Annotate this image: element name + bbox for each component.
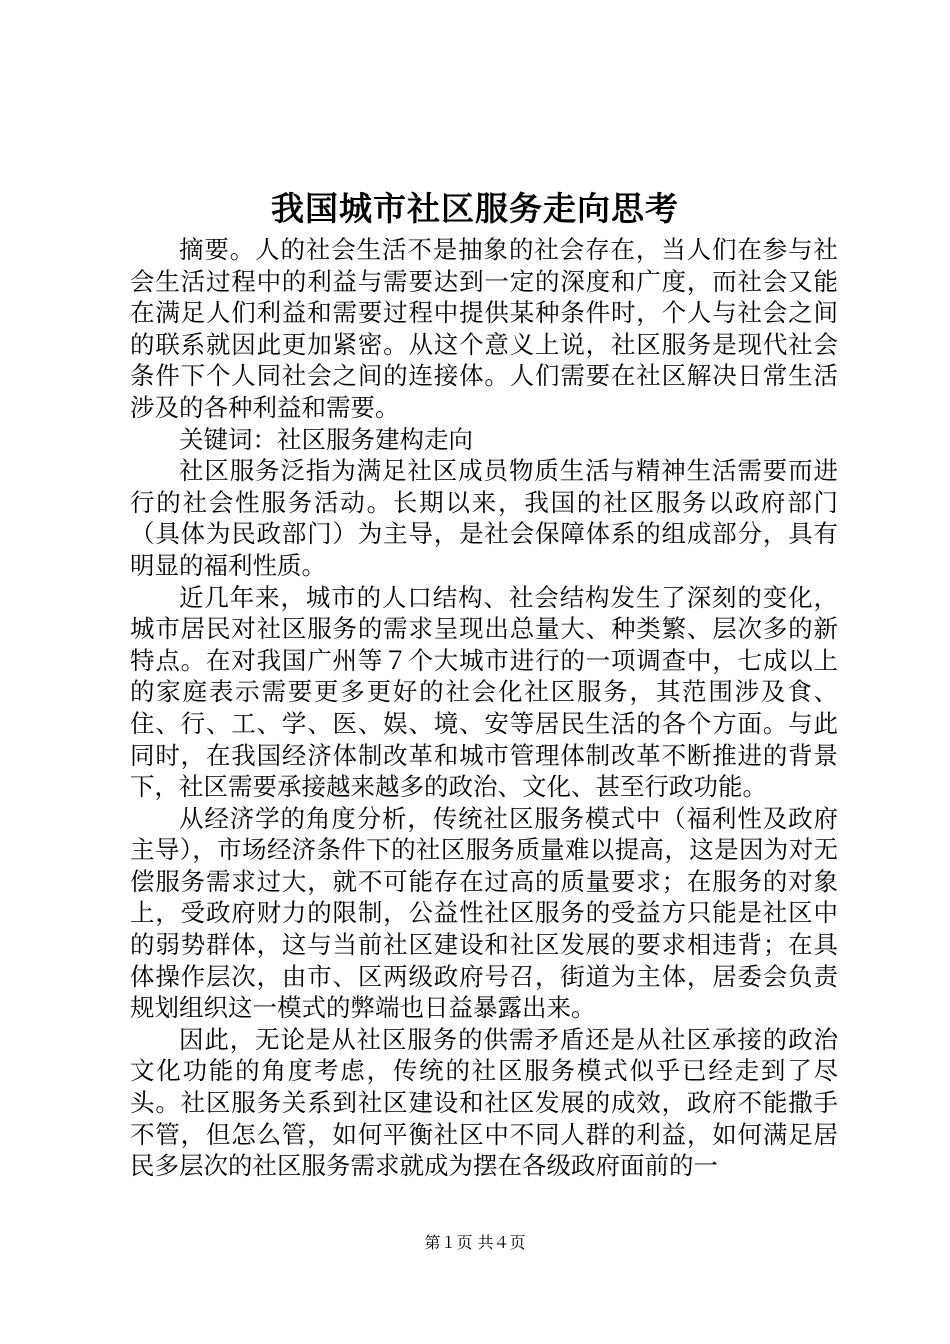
paragraph-economic-analysis: 从经济学的角度分析，传统社区服务模式中（福利性及政府主导），市场经济条件下的社区服务质量难以提高，这是因为对无偿服务需求过大，就不可能存在过高的质量要求；在服务的对象上，受政府财力的限制，公益性社区服务的受益方只能是社区中的弱势群体，这与当前社区建设和社区发展的要求相违背；在具体操作层次，由市、区两级政府号召，街道为主体，居委会负责规划组织这一模式的弊端也日益暴露出来。 bbox=[130, 803, 838, 1023]
document-body bbox=[130, 234, 838, 1182]
paragraph-conclusion: 因此，无论是从社区服务的供需矛盾还是从社区承接的政治文化功能的角度考虑，传统的社区服务模式似乎已经走到了尽头。社区服务关系到社区建设和社区发展的成效，政府不能撒手不管，但怎么管，如何平衡社区中不同人群的利益，如何满足居民多层次的社区服务需求就成为摆在各级政府面前的一 bbox=[130, 1024, 838, 1181]
document-title: 我国城市社区服务走向思考 bbox=[271, 189, 679, 228]
paragraph-recent-changes: 近几年来，城市的人口结构、社会结构发生了深刻的变化，城市居民对社区服务的需求呈现出总量大、种类繁、层次多的新特点。在对我国广州等７个大城市进行的一项调查中，七成以上的家庭表示需要更多更好的社会化社区服务，其范围涉及食、住、行、工、学、医、娱、境、安等居民生活的各个方面。与此同时，在我国经济体制改革和城市管理体制改革不断推进的背景下，社区需要承接越来越多的政治、文化、甚至行政功能。 bbox=[130, 582, 838, 802]
paragraph-abstract: 摘要。人的社会生活不是抽象的社会存在，当人们在参与社会生活过程中的利益与需要达到一定的深度和广度，而社会又能在满足人们利益和需要过程中提供某种条件时，个人与社会之间的联系就因此更加紧密。从这个意义上说，社区服务是现代社会条件下个人同社会之间的连接体。人们需要在社区解决日常生活涉及的各种利益和需要。 bbox=[130, 235, 838, 422]
paragraph-definition: 社区服务泛指为满足社区成员物质生活与精神生活需要而进行的社会性服务活动。长期以来，我国的社区服务以政府部门（具体为民政部门）为主导，是社会保障体系的组成部分，具有明显的福利性质。 bbox=[130, 456, 838, 580]
paragraph-keywords: 关键词：社区服务建构走向 bbox=[179, 424, 473, 454]
page-footer: 第１页 共４页 bbox=[424, 1233, 526, 1252]
